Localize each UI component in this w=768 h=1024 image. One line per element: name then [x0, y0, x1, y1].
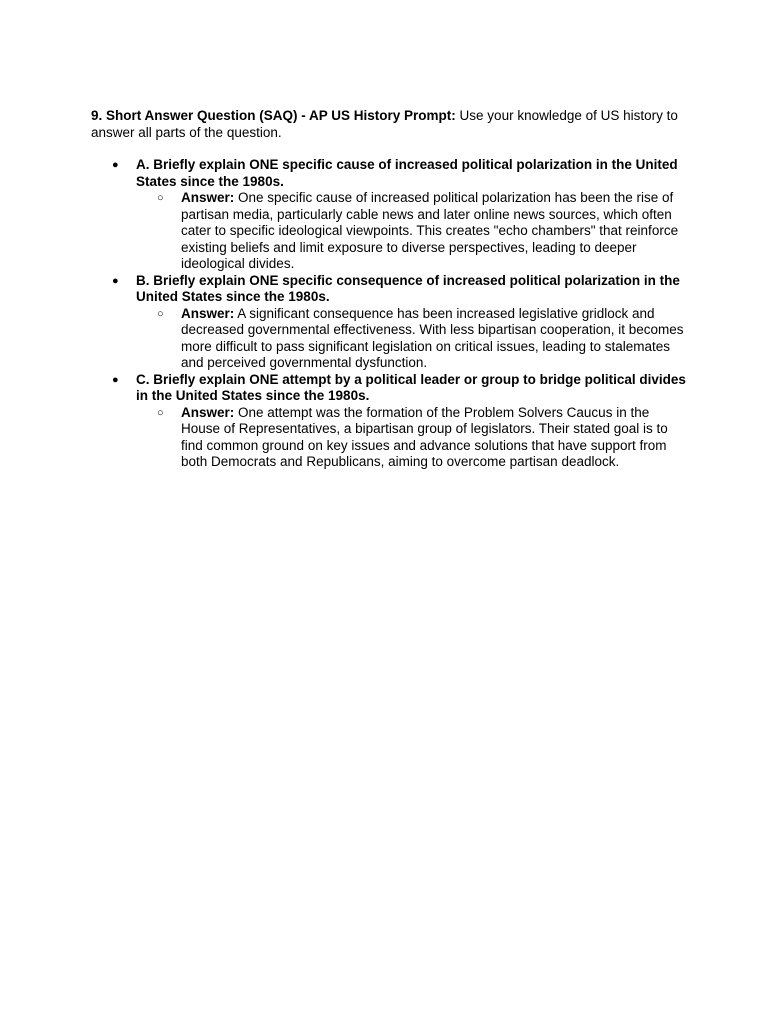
- answer-list-a: [136, 190, 687, 273]
- answer-text-b: A significant consequence has been increased legislative gridlock and decreased governmental effectiveness. With less bipartisan cooperation, it becomes more difficult to pass significant legislation on critical issues, leading to stalemates and perceived governmental dysfunction.: [181, 305, 684, 370]
- question-prompt-b: B. Briefly explain ONE specific consequence of increased political polarization in the United States since the 1980s.: [136, 272, 680, 304]
- question-heading: [91, 108, 687, 141]
- question-item-b: [91, 273, 687, 372]
- question-prompt-c: C. Briefly explain ONE attempt by a political leader or group to bridge political divides in the United States since the 1980s.: [136, 371, 686, 403]
- answer-label: Answer:: [181, 190, 235, 205]
- answer-item-a: [136, 190, 687, 273]
- answer-item-b: [136, 306, 687, 372]
- circle-bullet-icon: ○: [157, 406, 164, 419]
- document-content: [91, 108, 687, 471]
- bullet-icon: ●: [112, 373, 119, 386]
- answer-item-c: [136, 405, 687, 471]
- answer-list-c: [136, 405, 687, 471]
- circle-bullet-icon: ○: [157, 307, 164, 320]
- question-prompt-a: A. Briefly explain ONE specific cause of increased political polarization in the United States since the 1980s.: [136, 157, 678, 189]
- question-item-c: [91, 372, 687, 471]
- circle-bullet-icon: ○: [157, 192, 164, 204]
- question-list: [91, 157, 687, 471]
- answer-text-c: One attempt was the formation of the Problem Solvers Caucus in the House of Representatives, a bipartisan group of legislators. Their stated goal is to find common ground on key issues and advance solutions that have support from both Democrats and Republicans, aiming to overcome partisan deadlock.: [181, 404, 668, 469]
- answer-label: Answer:: [181, 404, 235, 420]
- question-title: 9. Short Answer Question (SAQ) - AP US History Prompt:: [91, 108, 456, 123]
- bullet-icon: ●: [112, 274, 119, 287]
- question-instructions: Use your knowledge of US history to answer all parts of the question.: [91, 108, 678, 140]
- answer-label: Answer:: [181, 305, 235, 321]
- bullet-icon: ●: [112, 159, 119, 171]
- answer-list-b: [136, 306, 687, 372]
- question-item-a: [91, 157, 687, 273]
- answer-text-a: One specific cause of increased political polarization has been the rise of partisan media, particularly cable news and later online news sources, which often cater to specific ideological viewpoints. This creates "echo chambers" that reinforce existing beliefs and limit exposure to diverse perspectives, leading to deeper ideological divides.: [181, 190, 679, 271]
